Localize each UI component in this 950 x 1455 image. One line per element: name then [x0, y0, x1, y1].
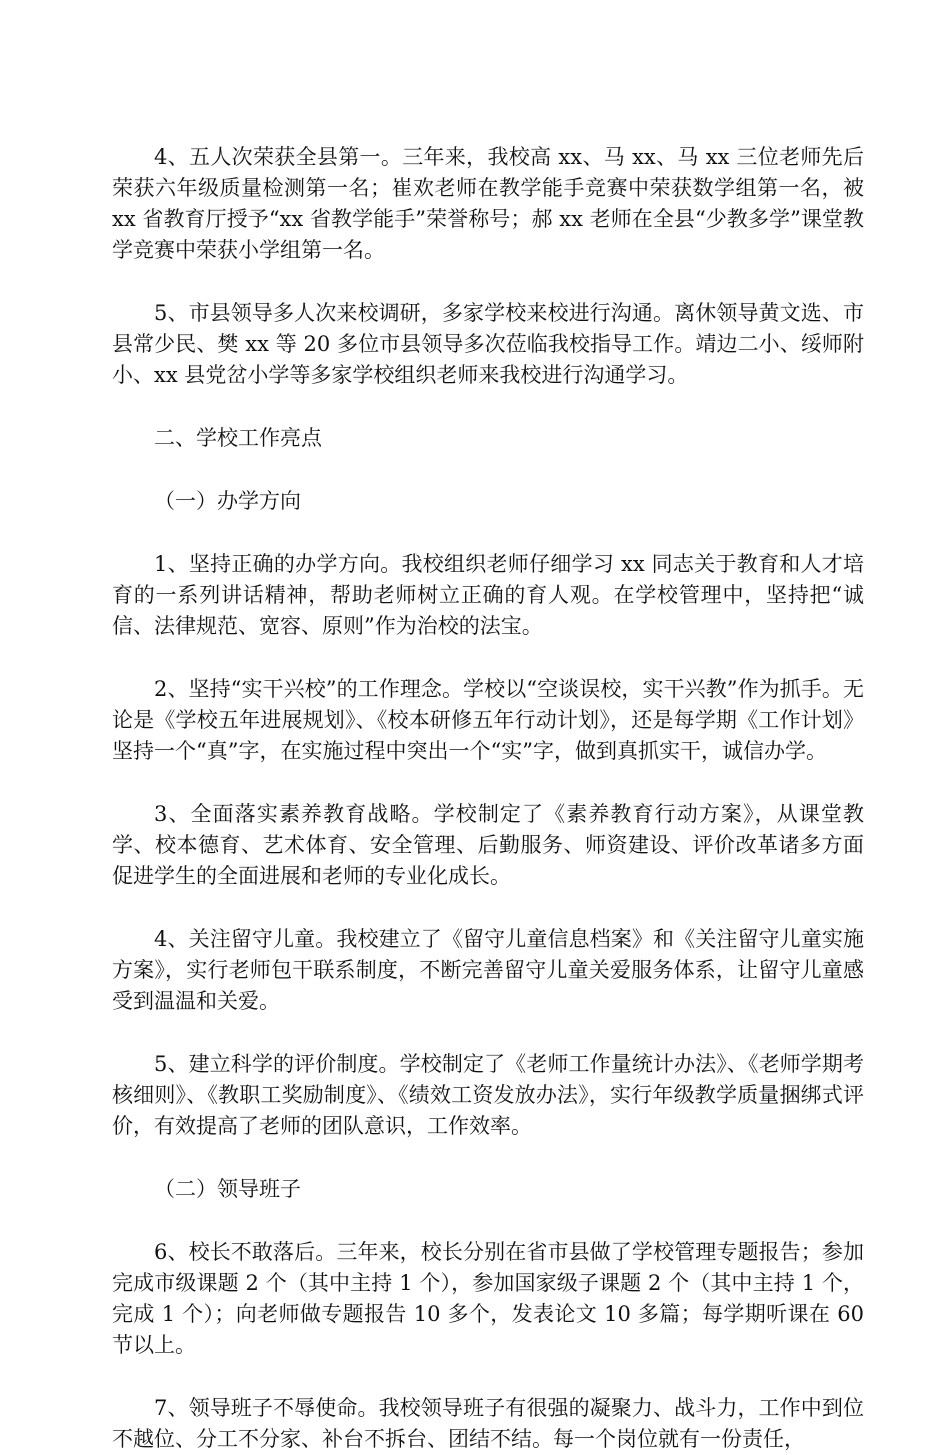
paragraph-leadership-team: 7、领导班子不辱使命。我校领导班子有很强的凝聚力、战斗力，工作中到位不越位、分工不分家、补台不拆台、团结不结。每一个岗位就有一份责任，: [112, 1396, 864, 1451]
paragraph-leader-visits: 5、市县领导多人次来校调研，多家学校来校进行沟通。离休领导黄文选、市县常少民、樊 xx 等 20 多位市县领导多次莅临我校指导工作。靖边二小、绥师附小、xx 县党岔小学等多家学校组织老师来我校进行沟通学习。: [112, 301, 864, 387]
document-page: [112, 142, 864, 1455]
paragraph-correct-direction: 1、坚持正确的办学方向。我校组织老师仔细学习 xx 同志关于教育和人才培育的一系列讲话精神，帮助老师树立正确的育人观。在学校管理中，坚持把“诚信、法律规范、宽容、原则”作为治校的法宝。: [112, 552, 864, 638]
subsection-heading-direction: （一）办学方向: [154, 489, 301, 513]
subsection-heading-leadership: （二）领导班子: [154, 1177, 301, 1201]
paragraph-quality-education: 3、全面落实素养教育战略。学校制定了《素养教育行动方案》，从课堂教学、校本德育、艺术体育、安全管理、后勤服务、师资建设、评价改革诸多方面促进学生的全面进展和老师的专业化成长。: [112, 802, 864, 888]
paragraph-award-first-place: 4、五人次荣获全县第一。三年来，我校高 xx、马 xx、马 xx 三位老师先后荣获六年级质量检测第一名；崔欢老师在教学能手竞赛中荣获数学组第一名，被 xx 省教育厅授予“xx 省教学能手”荣誉称号；郝 xx 老师在全县“少教多学”课堂教学竞赛中荣获小学组第一名。: [112, 145, 864, 262]
section-heading-highlights: 二、学校工作亮点: [154, 426, 322, 450]
paragraph-evaluation-system: 5、建立科学的评价制度。学校制定了《老师工作量统计办法》、《老师学期考核细则》、《教职工奖励制度》、《绩效工资发放办法》，实行年级教学质量捆绑式评价，有效提高了老师的团队意识，工作效率。: [112, 1052, 864, 1138]
paragraph-left-behind-children: 4、关注留守儿童。我校建立了《留守儿童信息档案》和《关注留守儿童实施方案》，实行老师包干联系制度，不断完善留守儿童关爱服务体系，让留守儿童感受到温温和关爱。: [112, 927, 864, 1013]
paragraph-practical-philosophy: 2、坚持“实干兴校”的工作理念。学校以“空谈误校，实干兴教”作为抓手。无论是《学校五年进展规划》、《校本研修五年行动计划》，还是每学期《工作计划》坚持一个“真”字，在实施过程中突出一个“实”字，做到真抓实干，诚信办学。: [112, 677, 864, 763]
paragraph-principal: 6、校长不敢落后。三年来，校长分别在省市县做了学校管理专题报告；参加完成市级课题 2 个（其中主持 1 个），参加国家级子课题 2 个（其中主持 1 个，完成 1 个）；向老师做专题报告 10 多个，发表论文 10 多篇；每学期听课在 60 节以上。: [112, 1240, 864, 1357]
